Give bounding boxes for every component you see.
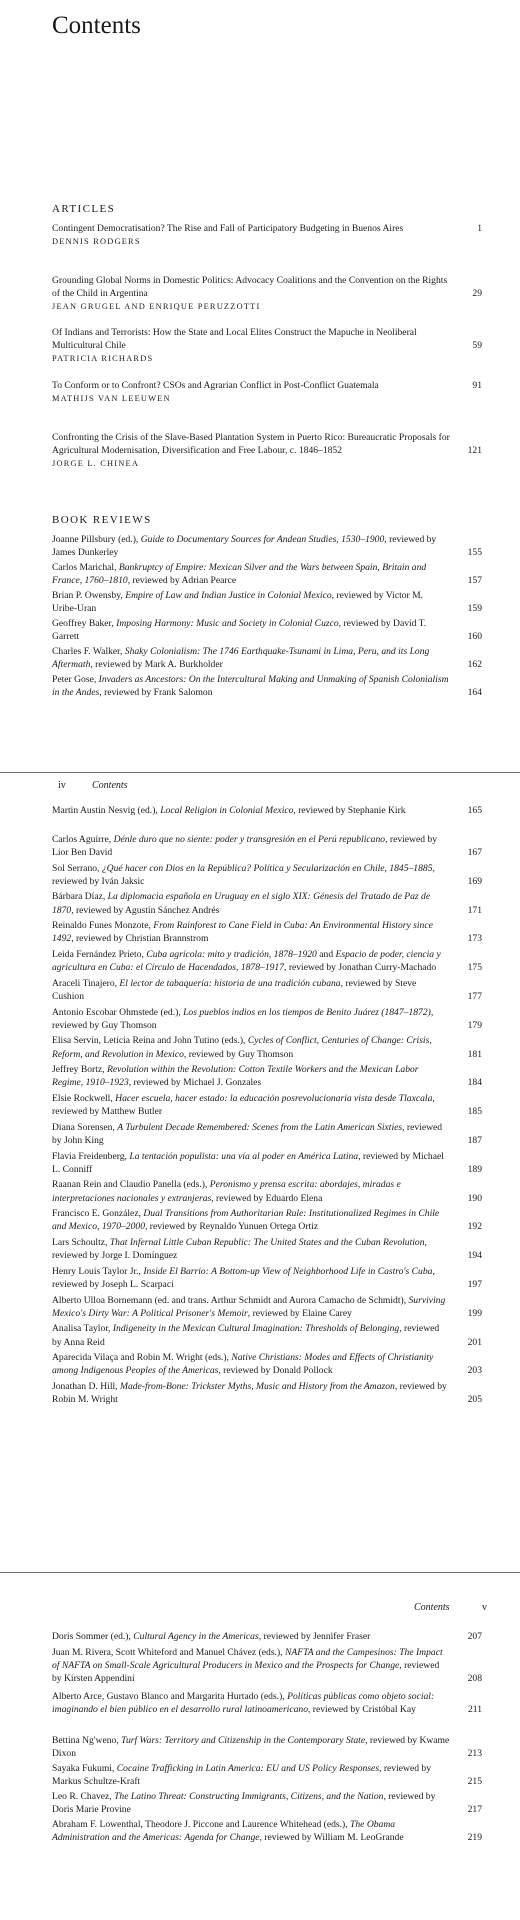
work-title: Made-from-Bone: Trickster Myths, Music and History from the Amazon [119,1381,395,1392]
review-meta: Analisa Taylor, [52,1323,113,1335]
article-title: To Conform or to Confront? CSOs and Agrarian Conflict in Post-Conflict Guatemala [52,380,379,391]
review-entry[interactable] [52,1121,482,1147]
review-entry[interactable] [52,1178,482,1204]
review-entry[interactable] [52,833,482,859]
folio: iv [58,780,66,791]
work-title: Los pueblos indios en los tiempos de Benito Juárez (1847–1872) [183,1006,431,1018]
review-entry[interactable] [52,617,482,643]
work-title: From Rainforest to Cane Field in Cuba: An Environmental History since 1492 [52,920,433,945]
review-text [52,1322,450,1348]
review-meta: Aparecida Vilaça and Robin M. Wright (eds.), [52,1352,232,1364]
work-title: That Infernal Little Cuban Republic: The United States and the Cuban Revolution [109,1237,425,1248]
page-number: 121 [467,445,482,457]
contents-page-3 [0,1572,520,1920]
review-entry[interactable] [52,1322,482,1348]
article-entry[interactable] [52,222,482,248]
review-text [52,1790,450,1816]
review-meta: , reviewed by Michael L. Conniff [52,1150,444,1175]
review-meta: Bettina Ng'weno, [52,1735,122,1746]
work-title: NAFTA and the Campesinos: The Impact of NAFTA on Small-Scale Agricultural Producers in Mexico and the Prospects for Change [52,1647,443,1672]
review-text [52,1351,450,1377]
page-number: 208 [467,1673,482,1685]
work-title: The Obama Administration and the Americas: Agenda for Change [52,1819,396,1844]
review-entry[interactable] [52,1646,482,1686]
review-meta: , reviewed by Adrian Pearce [127,575,237,587]
work-title: Cocaine Trafficking in Latin America: EU and US Policy Responses [116,1763,380,1774]
work-title: Shaky Colonialism: The 1746 Earthquake-Tsunami in Lima, Peru, and its Long Aftermath [52,646,430,671]
work-title: Indigeneity in the Mexican Cultural Imagination: Thresholds of Belonging [112,1323,400,1335]
review-text [52,1734,450,1760]
review-meta: , reviewed by Anna Reid [52,1323,440,1348]
review-entry[interactable] [52,804,482,817]
review-meta: , reviewed by Markus Schultze-Kraft [52,1763,432,1788]
review-meta: , reviewed by Mark A. Burkholder [90,659,223,671]
review-meta: , reviewed by Stephanie Kirk [293,805,406,816]
work-title: Invaders as Ancestors: On the Intercultural Making and Unmaking of Spanish Colonialism in the Andes [52,674,449,699]
review-meta: and [316,949,336,960]
review-meta: , reviewed by William M. LeoGrande [259,1832,404,1844]
page-number: 194 [467,1250,482,1262]
review-entry[interactable] [52,1265,482,1291]
review-text [52,948,450,974]
review-entry[interactable] [52,1034,482,1060]
page-number: 59 [472,340,482,352]
work-title: Cultural Agency in the Americas [133,1631,259,1642]
review-meta: , reviewed by Agustín Sánchez Andrés [71,904,220,916]
review-meta: , reviewed by Lior Ben David [52,833,438,858]
review-text [52,673,450,699]
page-number: 211 [467,1704,482,1716]
review-text [52,561,450,587]
review-text [52,919,450,945]
review-entry[interactable] [52,1690,482,1716]
review-meta: Jonathan D. Hill, [52,1381,120,1392]
review-text [52,1063,450,1089]
work-title: A Turbulent Decade Remembered: Scenes from the Latin American Sixties [117,1121,403,1133]
review-meta: , reviewed by Doris Marie Provine [52,1791,436,1816]
work-title: Cuba agrícola: mito y tradición, 1878–1920 [146,949,317,960]
review-meta: , reviewed by Steve Cushion [52,977,417,1002]
page-title: Contents [52,12,141,39]
work-title: The Latino Threat: Constructing Immigrants, Citizens, and the Nation [114,1791,384,1802]
running-head: Contents [414,1602,450,1613]
review-meta: , reviewed by John King [52,1121,443,1146]
page-number: 184 [467,1077,482,1089]
review-text [52,1121,450,1147]
review-meta: , reviewed by Victor M. Uribe-Uran [52,590,424,615]
review-entry[interactable] [52,1790,482,1816]
article-title: Confronting the Crisis of the Slave-Based Plantation System in Puerto Rico: Bureaucratic Proposals for Agricultural Modernisation, Diversification and Free Labour, c. 1846–1852 [52,432,450,457]
review-text [52,645,450,671]
review-entry[interactable] [52,1380,482,1406]
review-meta: , reviewed by Michael J. Gonzales [128,1077,262,1089]
article-entry[interactable] [52,326,482,366]
review-meta: Martin Austin Nesvig (ed.), [52,805,161,816]
review-meta: Araceli Tinajero, [52,977,120,989]
article-entry[interactable] [52,274,482,314]
page-number: 203 [467,1365,482,1377]
review-text [52,1380,450,1406]
review-entry[interactable] [52,1734,482,1760]
page-number: 171 [467,904,482,916]
review-entry[interactable] [52,1818,482,1844]
work-title: La tentación populista: una vía al poder en América Latina [129,1150,359,1162]
review-entry[interactable] [52,1236,482,1262]
article-author: JORGE L. CHINEA [52,459,140,469]
review-entry[interactable] [52,1630,482,1643]
page-number: 175 [467,962,482,974]
review-entry[interactable] [52,1294,482,1320]
review-meta: Alberto Arce, Gustavo Blanco and Margarita Hurtado (eds.), [52,1691,288,1702]
page-number: 179 [467,1019,482,1031]
review-text [52,804,450,817]
review-text [52,1690,450,1716]
page-number: 190 [467,1192,482,1204]
page-number: 185 [467,1106,482,1118]
review-meta: Carlos Marichal, [52,562,119,573]
work-title: Dénle duro que no siente: poder y transgresión en el Perú republicano [113,833,386,845]
work-title: Empire of Law and Indian Justice in Colonial Mexico [125,590,332,601]
work-title: ¿Qué hacer con Dios en la República? Política y Secularización en Chile, 1845–1885 [101,862,433,874]
review-meta: Leida Fernández Prieto, [52,949,147,960]
review-meta: Joanne Pillsbury (ed.), [52,534,141,545]
review-text [52,617,450,643]
review-text [52,1034,450,1060]
page-number: 157 [467,575,482,587]
work-title: Guide to Documentary Sources for Andean Studies, 1530–1900 [140,534,385,545]
review-entry[interactable] [52,1207,482,1233]
work-title: Imposing Harmony: Music and Society in Colonial Cuzco [116,618,339,629]
page-number: 192 [467,1221,482,1233]
review-meta: Juan M. Rivera, Scott Whiteford and Manuel Chávez (eds.), [52,1647,285,1658]
review-meta: , reviewed by Christian Brannstrom [71,933,209,945]
review-meta: , reviewed by Reynaldo Yunuen Ortega Ortiz [145,1221,319,1233]
review-meta: Diana Sorensen, [52,1121,118,1133]
page-number: 160 [467,631,482,643]
review-entry[interactable] [52,919,482,945]
page-number: 207 [467,1631,482,1642]
review-text [52,1630,450,1643]
review-meta: , reviewed by Robin M. Wright [52,1381,447,1406]
running-head: Contents [92,780,128,791]
article-author: PATRICIA RICHARDS [52,354,154,364]
work-title: Bankruptcy of Empire: Mexican Silver and the Wars between Spain, Britain and France, 1760–1810 [52,562,427,587]
review-text [52,1818,450,1844]
review-meta: , reviewed by James Dunkerley [52,534,437,559]
review-text [52,1236,450,1262]
review-entry[interactable] [52,561,482,587]
review-meta: Doris Sommer (ed.), [52,1631,134,1642]
review-meta: Elsie Rockwell, [52,1093,116,1104]
review-meta: , reviewed by Jorge I. Domínguez [52,1237,427,1262]
page-number: 217 [467,1804,482,1816]
page-number: 169 [467,875,482,887]
review-meta: , reviewed by Kwame Dixon [52,1735,450,1760]
review-meta: Geoffrey Baker, [52,618,117,629]
review-entry[interactable] [52,977,482,1003]
review-meta: , reviewed by Eduardo Elena [211,1192,323,1204]
contents-page-2 [0,772,520,1572]
work-title: Inside El Barrio: A Bottom-up View of Neighborhood Life in Castro's Cuba [143,1265,433,1277]
page-number: 164 [467,687,482,699]
review-meta: Francisco E. González, [52,1208,144,1220]
review-meta: , reviewed by Guy Thomson [183,1048,294,1060]
review-meta: Jeffrey Bortz, [52,1064,107,1076]
work-title: Turf Wars: Territory and Citizenship in the Contemporary State [121,1735,366,1746]
work-title: El lector de tabaquería: historia de una tradición cubana [119,977,341,989]
page-number: 159 [467,603,482,615]
page-number: 29 [472,288,482,300]
page-number: 177 [467,991,482,1002]
work-title: Revolution within the Revolution: Cotton Textile Workers and the Mexican Labor Regime, 1910–1923 [52,1064,419,1089]
work-title: Hacer escuela, hacer estado: la educación posrevolucionaria vista desde Tlaxcala [115,1093,433,1104]
review-meta: Flavia Freidenberg, [52,1150,130,1162]
review-entry[interactable] [52,1150,482,1176]
review-entry[interactable] [52,645,482,671]
review-meta: , reviewed by David T. Garrett [52,618,427,643]
review-entry[interactable] [52,533,482,559]
review-text [52,1207,450,1233]
article-author: JEAN GRUGEL AND ENRIQUE PERUZZOTTI [52,302,261,312]
review-text [52,977,450,1003]
review-entry[interactable] [52,589,482,615]
review-text [52,533,450,559]
review-text [52,862,450,888]
review-meta: Henry Louis Taylor Jr., [52,1265,144,1277]
review-meta: , reviewed by Kirsten Appendini [52,1660,440,1685]
work-title: Peronismo y prensa escrita: abordajes, miradas e interpretaciones nacionales y extranjeras [52,1179,401,1204]
review-meta: , reviewed by Iván Jaksic [52,862,435,887]
article-title: Grounding Global Norms in Domestic Politics: Advocacy Coalitions and the Convention on the Rights of the Child in Argentina [52,275,448,300]
review-meta: , reviewed by Cristóbal Kay [308,1704,416,1716]
review-entry[interactable] [52,862,482,888]
work-title: Políticas públicas como objeto social: imaginando el bien público en el desarrollo rural latinoamericano [52,1691,435,1716]
article-title: Contingent Democratisation? The Rise and Fall of Participatory Budgeting in Buenos Aires [52,223,404,234]
review-meta: Raanan Rein and Claudio Panella (eds.), [52,1179,210,1191]
review-meta: Sol Serrano, [52,862,102,874]
review-text [52,1294,450,1320]
folio: v [482,1602,487,1613]
review-meta: Alberto Ulloa Bornemann (ed. and trans. Arthur Schmidt and Aurora Camacho de Schmidt), [52,1294,409,1306]
review-meta: , reviewed by Donald Pollock [218,1365,333,1377]
article-author: DENNIS RODGERS [52,237,141,247]
review-meta: , reviewed by Frank Salomon [99,687,213,699]
contents-page-1 [0,0,520,772]
review-entry[interactable] [52,890,482,916]
review-text [52,1092,450,1118]
review-text [52,1178,450,1204]
review-meta: , reviewed by Joseph L. Scarpaci [52,1265,435,1290]
work-title: Cycles of Conflict, Centuries of Change: Crisis, Reform, and Revolution in Mexico [52,1035,432,1060]
work-title: Dual Transitions from Authoritarian Rule: Institutionalized Regimes in Chile and Mexico, 1970–2000 [52,1208,440,1233]
page-number: 215 [467,1776,482,1788]
page-number: 199 [467,1307,482,1319]
review-meta: Reinaldo Funes Monzote, [52,920,154,932]
review-meta: , reviewed by Guy Thomson [52,1006,434,1031]
review-entry[interactable] [52,1063,482,1089]
review-text [52,833,450,859]
page-number: 155 [467,547,482,559]
review-text [52,890,450,916]
work-title: Surviving Mexico's Dirty War: A Political Prisoner's Memoir [52,1294,446,1319]
book-reviews-heading: BOOK REVIEWS [52,514,152,526]
review-meta: , reviewed by Elaine Carey [247,1307,352,1319]
review-entry[interactable] [52,1762,482,1788]
page-number: 91 [472,380,482,392]
review-meta: Brian P. Owensby, [52,590,126,601]
review-entry[interactable] [52,948,482,974]
page-number: 219 [467,1832,482,1844]
review-meta: Antonio Escobar Ohmstede (ed.), [52,1006,184,1018]
review-meta: Sayaka Fukumi, [52,1763,117,1774]
page-number: 201 [467,1336,482,1348]
review-entry[interactable] [52,673,482,699]
review-meta: , reviewed by Jonathan Curry-Machado [284,962,437,974]
review-meta: Elisa Servín, Leticia Reina and John Tutino (eds.), [52,1035,248,1047]
page-number: 189 [467,1163,482,1175]
page-number: 173 [467,933,482,945]
page-number: 197 [467,1279,482,1290]
work-title: La diplomacia española en Uruguay en el siglo XIX: Génesis del Tratado de Paz de 1870 [52,891,431,916]
work-title: Espacio de poder, ciencia y agricultura en Cuba: el Círculo de Hacendados, 1878–1917 [52,949,441,974]
review-text [52,1265,450,1291]
review-meta: Peter Gose, [52,674,99,685]
review-text [52,1762,450,1788]
review-meta: Abraham F. Lowenthal, Theodore J. Piccone and Laurence Whitehead (eds.), [52,1819,351,1830]
page-number: 162 [467,659,482,671]
review-entry[interactable] [52,1351,482,1377]
review-meta: , reviewed by Matthew Butler [52,1093,435,1118]
articles-heading: ARTICLES [52,203,116,215]
page-number: 205 [467,1394,482,1406]
page-number: 167 [467,847,482,858]
review-text [52,1150,450,1176]
review-meta: , reviewed by Jennifer Fraser [258,1631,371,1642]
review-meta: Charles F. Walker, [52,646,125,657]
page-number: 1 [477,223,482,235]
work-title: Local Religion in Colonial Mexico [160,805,294,816]
review-meta: Lars Schoultz, [52,1237,110,1248]
review-meta: Carlos Aguirre, [52,833,114,845]
review-text [52,1646,450,1686]
review-text [52,1006,450,1032]
review-meta: Bárbara Díaz, [52,891,108,903]
article-title: Of Indians and Terrorists: How the State and Local Elites Construct the Mapuche in Neoliberal Multicultural Chile [52,327,417,352]
review-entry[interactable] [52,1006,482,1032]
page-number: 213 [467,1748,482,1760]
article-entry[interactable] [52,431,482,471]
review-entry[interactable] [52,1092,482,1118]
article-entry[interactable] [52,379,482,405]
article-author: MATHIJS VAN LEEUWEN [52,394,171,404]
review-meta: Leo R. Chavez, [52,1791,115,1802]
page-number: 181 [467,1048,482,1060]
page-number: 187 [467,1135,482,1146]
work-title: Native Christians: Modes and Effects of Christianity among Indigenous Peoples of the Americas [52,1352,434,1377]
review-text [52,589,450,615]
page-number: 165 [467,805,482,816]
